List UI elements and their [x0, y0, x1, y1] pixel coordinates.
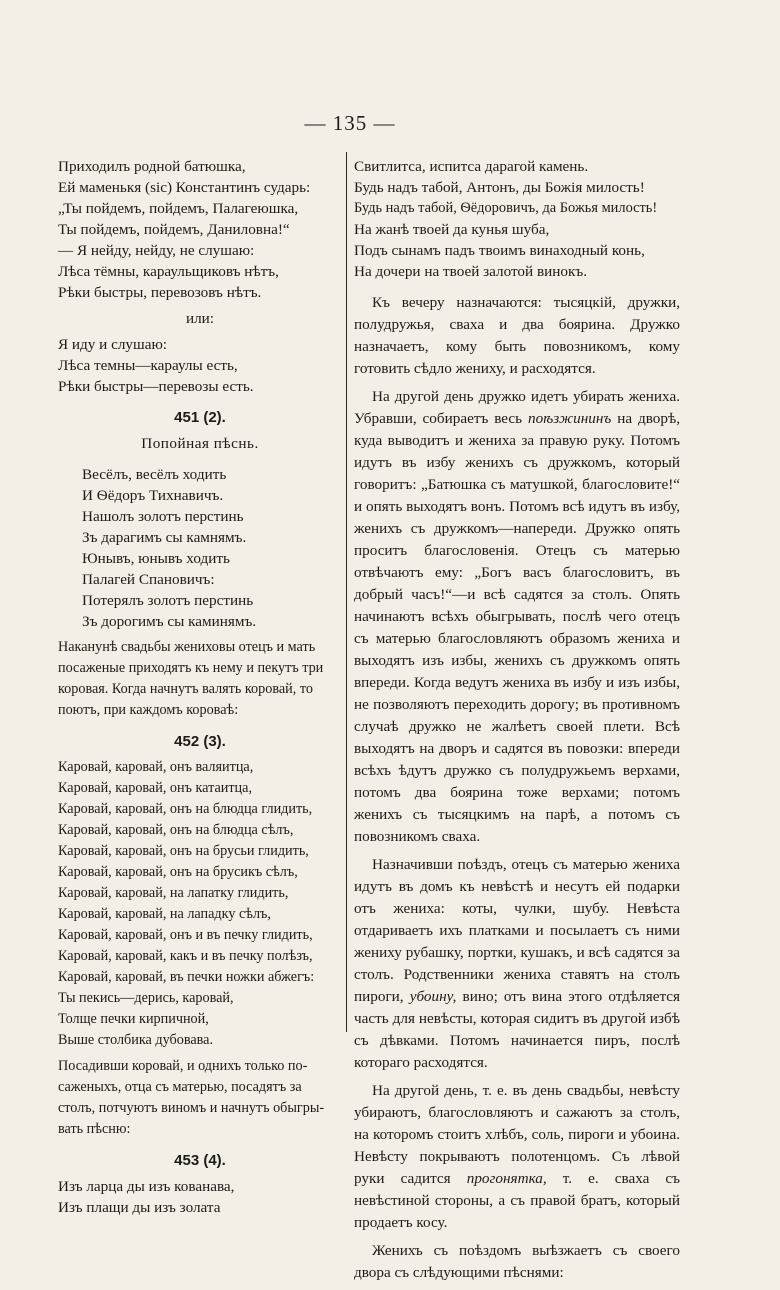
verse-line: Потерялъ золотъ перстинь — [82, 592, 254, 609]
verse-intro — [58, 156, 342, 303]
verse-line: Каровай, каровай, онъ на брусьи глидить, — [58, 843, 309, 859]
prose-line: столъ, потчуютъ виномъ и начнутъ обыгры- — [58, 1100, 325, 1116]
verse-line: И Ѳёдоръ Тихнавичъ. — [82, 487, 224, 504]
prose-line: поютъ, при каждомъ короваѣ: — [58, 702, 239, 718]
verse-line: Подъ сынамъ падъ твоимъ винаходный конь, — [354, 242, 645, 259]
verse-line: Каровай, каровай, въ печки ножки абжегъ: — [58, 969, 315, 985]
left-column — [58, 156, 342, 1218]
prose-line: саженыхъ, отца съ матерью, посадятъ за — [58, 1079, 302, 1095]
verse-line: Ты пойдемъ, пойдемъ, Даниловна!“ — [58, 221, 290, 238]
song-number: 453 (4). — [174, 1152, 226, 1169]
verse-451 — [58, 464, 342, 632]
page-number: — 135 — — [304, 111, 396, 135]
verse-line: На жанѣ твоей да кунья шуба, — [354, 221, 550, 238]
emphasis: прогонятка, — [466, 1170, 547, 1187]
verse-452 — [58, 757, 342, 1051]
verse-line: Ей маменькя (sic) Константинъ сударь: — [58, 179, 311, 196]
verse-line: Ты пекись—дерись, каровай, — [58, 990, 234, 1006]
paragraph: На другой день дружко идетъ убирать жениха. Убравши, собираетъ весь поѣзжининъ на дворѣ, куда выводитъ и жениха за правую руку. Потомъ идутъ въ избу женихъ съ дружкомъ, который говоритъ: „Батюшка съ матушкой, благословите!“ и опять выходятъ вонъ. Потомъ всѣ идутъ въ избу, женихъ съ дружкомъ—напереди. Дружко опять проситъ благословенія. Отецъ съ матерью отвѣчаютъ ему: „Богъ васъ благословитъ, въ добрый часъ!“—и всѣ садятся за столъ. Опять начинаютъ всѣхъ обыгрывать, послѣ чего отецъ съ матерью благословляютъ образомъ жениха и выходятъ изъ избы, женихъ съ дружкомъ опять впереди. Когда ведутъ жениха въ избу и изъ избы, не позволяютъ переходить дорогу; въ противномъ случаѣ дружко не жалѣетъ своей плети. Всѣ выходятъ на дворъ и садятся въ повозки: впереди всѣхъ ѣдутъ дружко съ полудружьемъ верхами, потомъ два боярина тоже верхами; потомъ женихъ съ тысяцкимъ на парѣ, а потомъ съ повозникомъ сваха. — [354, 388, 680, 845]
verse-continuation — [354, 156, 680, 282]
verse-line: Весёлъ, весёлъ ходить — [82, 466, 227, 483]
verse-line: Лѣса тёмны, караульщиковъ нѣтъ, — [58, 263, 279, 280]
verse-line: Зъ дорогимъ сы каминямъ. — [82, 613, 257, 630]
verse-line: Каровай, каровай, онъ на брусикъ сѣлъ, — [58, 864, 298, 880]
verse-line: Свитлитса, испитса дарагой камень. — [354, 158, 589, 175]
prose-line: Посадивши коровай, и однихъ только по- — [58, 1058, 308, 1074]
song-number: 451 (2). — [174, 409, 226, 426]
prose-paragraph — [58, 637, 342, 721]
verse-line: Нашолъ золотъ перстинь — [82, 508, 244, 525]
verse-line: Я иду и слушаю: — [58, 336, 168, 353]
verse-line: Юнывъ, юнывъ ходить — [82, 550, 230, 567]
right-column — [354, 156, 680, 1290]
verse-line: Каровай, каровай, онъ катаитца, — [58, 780, 252, 796]
verse-line: Приходилъ родной батюшка, — [58, 158, 246, 175]
column-divider — [346, 152, 347, 1032]
paragraph: Женихъ съ поѣздомъ выѣзжаетъ съ своего двора съ слѣдующими пѣснями: — [354, 1242, 680, 1281]
verse-line: Каровай, каровай, онъ на блюдца сѣлъ, — [58, 822, 294, 838]
prose-line: Наканунѣ свадьбы жениховы отецъ и мать — [58, 639, 316, 655]
verse-line: Каровай, каровай, онъ на блюдца глидить, — [58, 801, 313, 817]
verse-line: Каровай, каровай, на лапатку глидить, — [58, 885, 289, 901]
verse-line: Палагей Спановичъ: — [82, 571, 215, 588]
prose-line: коровая. Когда начнутъ валять коровай, то — [58, 681, 313, 697]
song-number: 452 (3). — [174, 733, 226, 750]
verse-line: Толще печки кирпичной, — [58, 1011, 209, 1027]
paragraph: Къ вечеру назначаются: тысяцкій, дружки, полудружья, сваха и два боярина. Дружко назначаетъ, кому быть повозникомъ, кому готовить сѣдло жениху, и расходятся. — [354, 294, 680, 377]
prose-body — [354, 292, 680, 1284]
verse-line: „Ты пойдемъ, пойдемъ, Палагеюшка, — [58, 200, 299, 217]
verse-453 — [58, 1176, 342, 1218]
verse-line: Каровай, каровай, на лападку сѣлъ, — [58, 906, 271, 922]
verse-line: Изъ ларца ды изъ кованава, — [58, 1178, 235, 1195]
prose-line: посаженые приходятъ къ нему и пекутъ три — [58, 660, 324, 676]
verse-line: Каровай, каровай, онъ и въ печку глидить, — [58, 927, 313, 943]
verse-line: — Я нейду, нейду, не слушаю: — [58, 242, 255, 259]
verse-line: Будь надъ табой, Ѳёдоровичъ, да Божья милость! — [354, 200, 658, 216]
paragraph: На другой день, т. е. въ день свадьбы, невѣсту убираютъ, благословляютъ и сажаютъ за столъ, на которомъ стоитъ хлѣбъ, соль, пироги и убоина. Невѣсту покрываютъ полотенцомъ. Съ лѣвой руки садится прогонятка, т. е. сваха съ невѣстиной стороны, а съ правой братъ, который продаетъ косу. — [354, 1082, 681, 1231]
emphasis: убоину, — [409, 988, 457, 1005]
verse-line: На дочери на твоей залотой винокъ. — [354, 263, 587, 280]
verse-line: Лѣса темны—караулы есть, — [58, 357, 238, 374]
verse-line: Будь надъ табой, Антонъ, ды Божія милость! — [354, 179, 645, 196]
ili-label: или: — [185, 310, 215, 327]
paragraph: Назначивши поѣздъ, отецъ съ матерью жениха идутъ въ домъ къ невѣстѣ и несутъ ей подарки отъ жениха: коты, чулки, шубу. Невѣста отдариваетъ ихъ платками и посылаетъ съ ними жениху рубашку, портки, кушакъ, и всѣ садятся за столъ. Родственники жениха ставятъ на столъ пироги, убоину, вино; отъ вина этого отдѣляется часть для невѣсты, которая сидитъ въ другой избѣ съ дѣвками. Потомъ начинается пиръ, послѣ котораго расходятся. — [354, 856, 680, 1071]
verse-line: Изъ плащи ды изъ золата — [58, 1199, 221, 1216]
verse-line: Рѣки быстры—перевозы есть. — [58, 378, 254, 395]
emphasis: поѣзжининъ — [527, 410, 612, 427]
verse-line: Каровай, каровай, онъ валяитца, — [58, 759, 254, 775]
prose-paragraph — [58, 1056, 342, 1140]
verse-line: Каровай, каровай, какъ и въ печку полѣзъ, — [58, 948, 313, 964]
verse-line: Рѣки быстры, перевозовъ нѣтъ. — [58, 284, 262, 301]
song-title: Попойная пѣснь. — [141, 435, 259, 452]
verse-alt — [58, 334, 342, 397]
verse-line: Выше столбика дубовава. — [58, 1032, 213, 1048]
prose-line: вать пѣсню: — [58, 1121, 131, 1137]
verse-line: Зъ дарагимъ сы камнямъ. — [82, 529, 247, 546]
